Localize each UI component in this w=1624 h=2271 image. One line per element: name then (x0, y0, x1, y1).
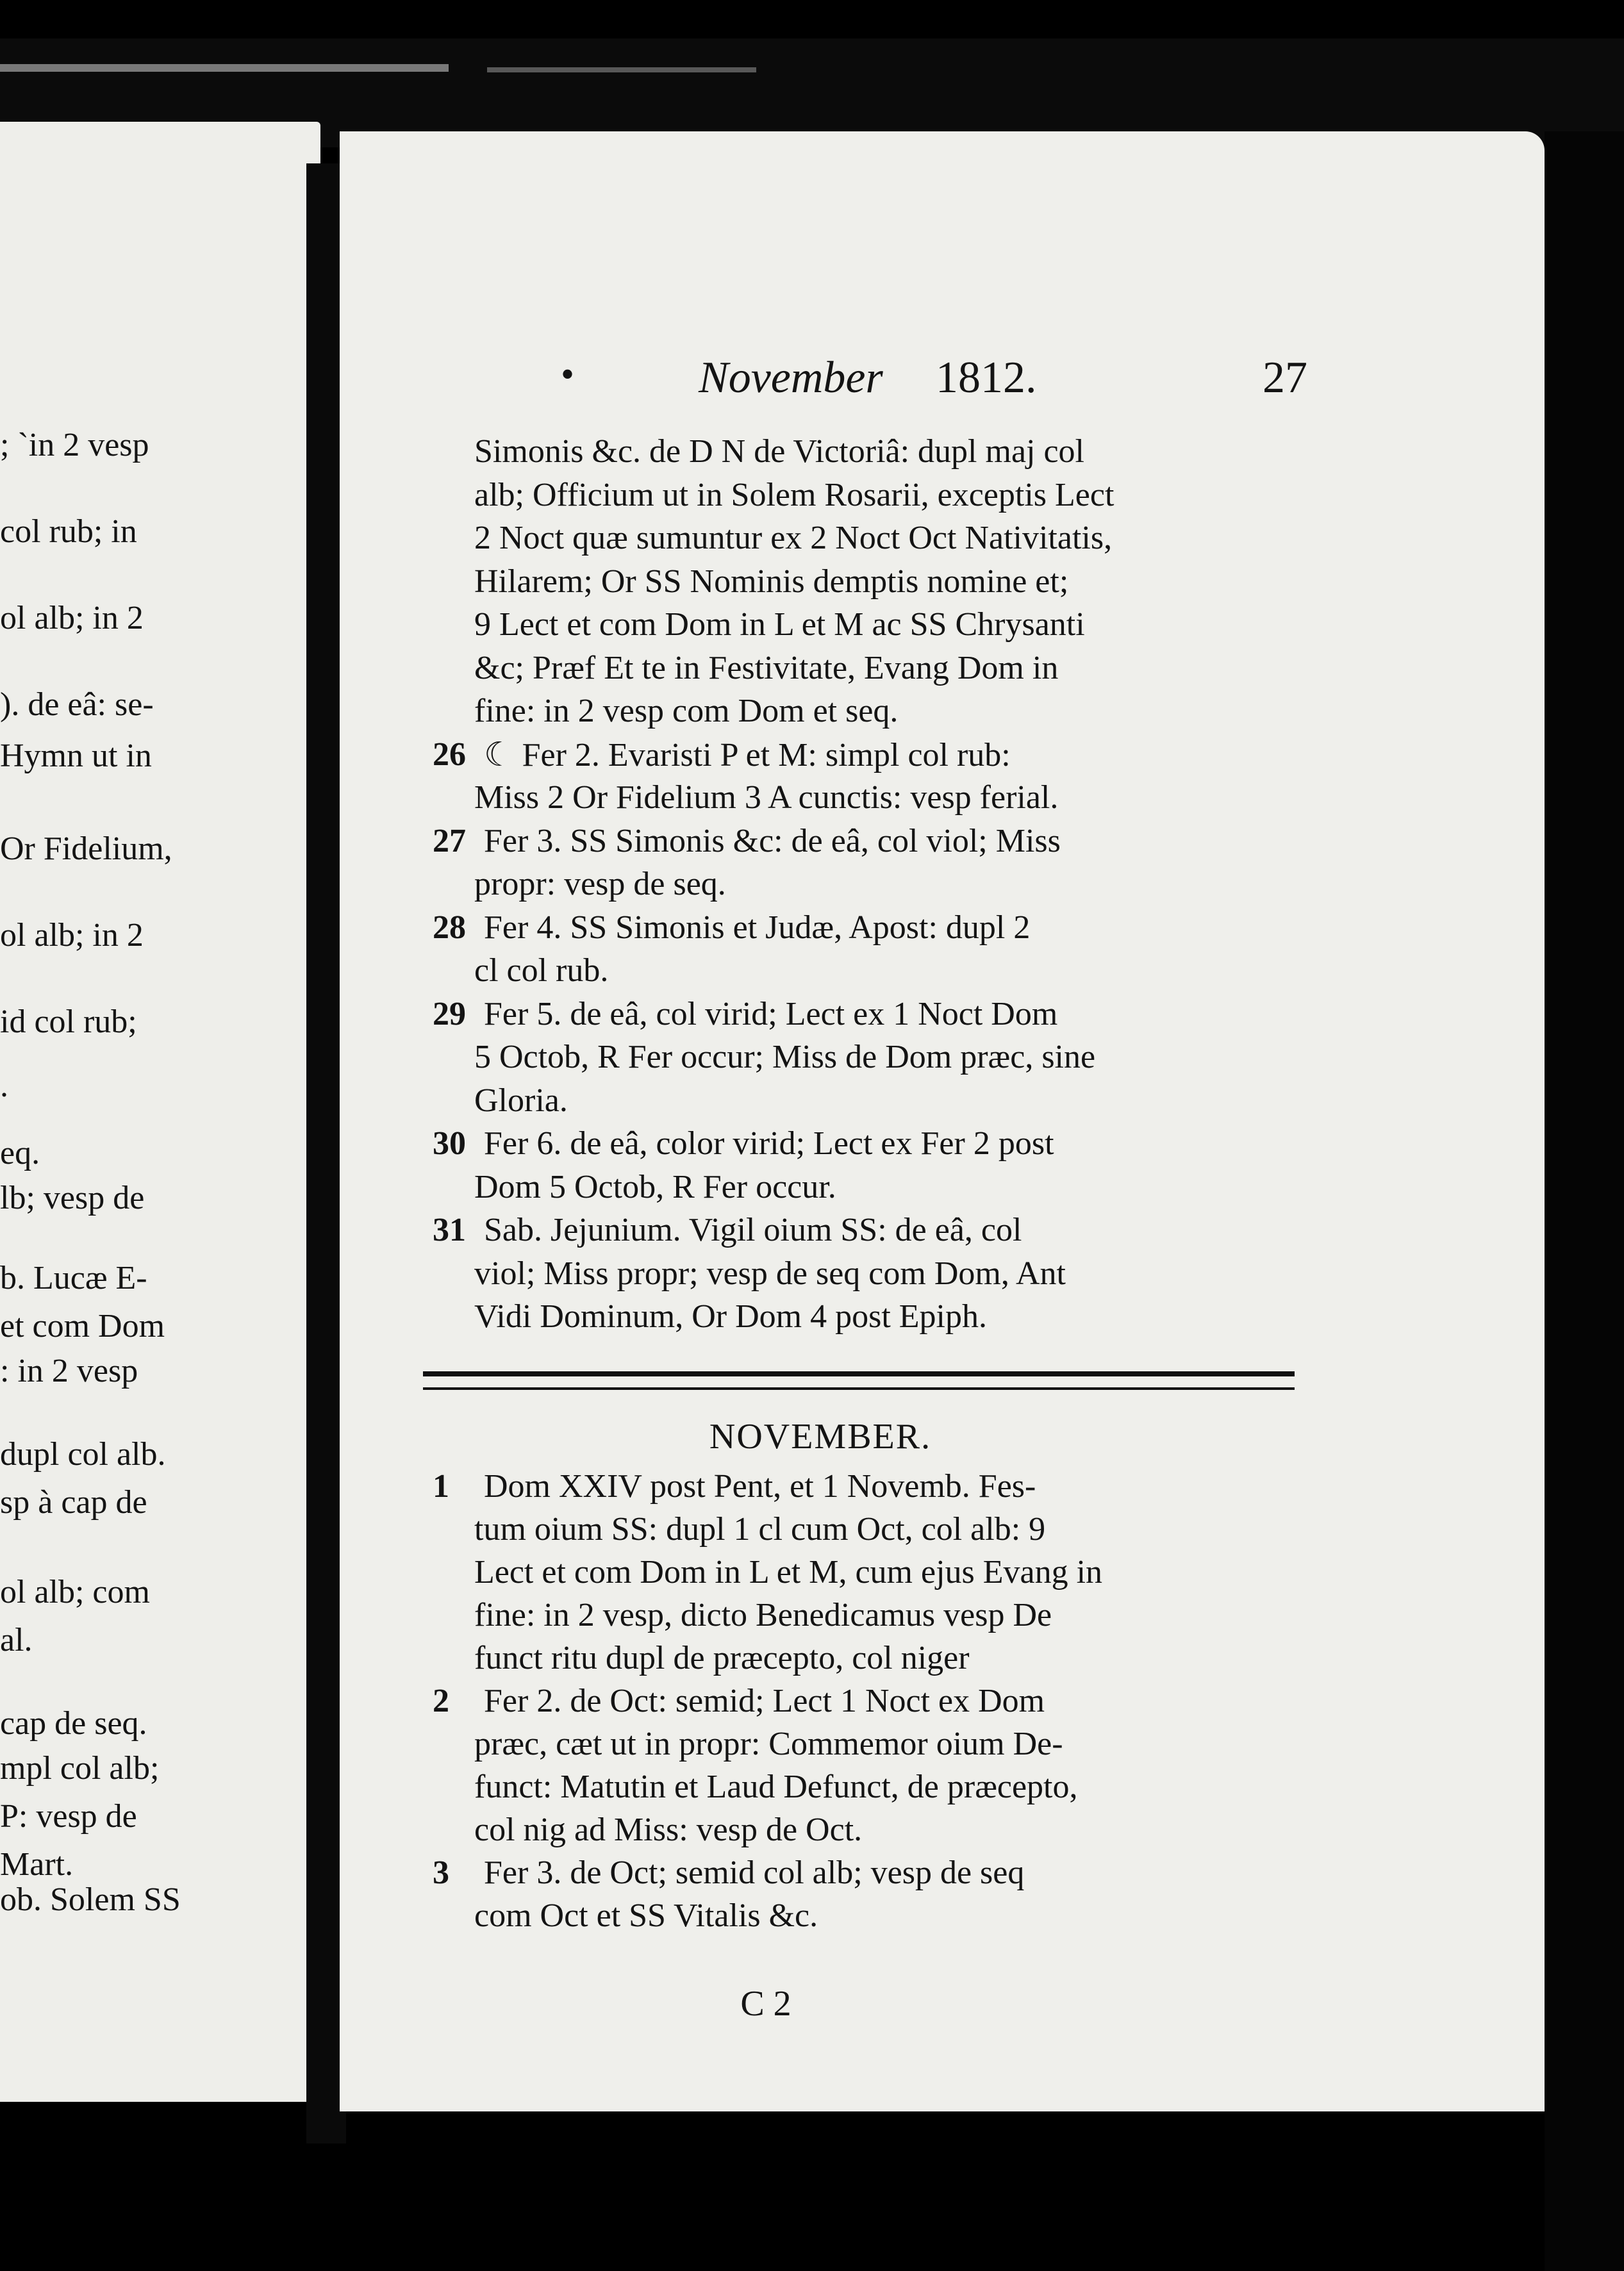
entry-text-line: fine: in 2 vesp com Dom et seq. (474, 693, 899, 729)
left-page-fragment: ol alb; in 2 (0, 600, 144, 636)
scan-edge (1545, 131, 1624, 2271)
entry-text-line: Vidi Dominum, Or Dom 4 post Epiph. (474, 1298, 987, 1335)
entry-day-number: 27 (433, 822, 466, 859)
entry-text-line: ☾ Fer 2. Evaristi P et M: simpl col rub: (484, 736, 1011, 773)
entry-text-line: Fer 4. SS Simonis et Judæ, Apost: dupl 2 (484, 909, 1031, 946)
left-page-fragment: . (0, 1068, 8, 1104)
entry-text-line: Lect et com Dom in L et M, cum ejus Evang in (474, 1554, 1103, 1590)
entry-text-line: Fer 3. de Oct; semid col alb; vesp de seq (484, 1854, 1025, 1891)
entry-text-line: propr: vesp de seq. (474, 866, 726, 902)
entry-text-line: cl col rub. (474, 952, 609, 989)
entry-text-line: Gloria. (474, 1082, 568, 1119)
left-page-fragment: ob. Solem SS (0, 1881, 181, 1918)
entry-text-line: Fer 3. SS Simonis &c: de eâ, col viol; Miss (484, 822, 1061, 859)
entry-text-line: Hilarem; Or SS Nominis demptis nomine et; (474, 563, 1069, 600)
left-page-fragment: P: vesp de (0, 1798, 137, 1835)
left-page-fragment: Mart. (0, 1846, 74, 1883)
section-rule-thin (423, 1387, 1295, 1390)
entry-text-line: Fer 6. de eâ, color virid; Lect ex Fer 2 post (484, 1125, 1054, 1162)
entry-text-line: alb; Officium ut in Solem Rosarii, exceptis Lect (474, 476, 1114, 513)
entry-text-line: com Oct et SS Vitalis &c. (474, 1897, 818, 1934)
running-header (340, 352, 1545, 404)
left-page-fragment: col rub; in (0, 513, 137, 550)
section-rule-thick (423, 1371, 1295, 1376)
left-page-fragment: b. Lucæ E- (0, 1260, 147, 1296)
left-page-fragment: cap de seq. (0, 1705, 147, 1742)
entry-text-line: Fer 5. de eâ, col virid; Lect ex 1 Noct Dom (484, 995, 1058, 1032)
entry-text-line: Dom XXIV post Pent, et 1 Novemb. Fes- (484, 1468, 1036, 1505)
page-number: 27 (1263, 353, 1307, 402)
left-page-fragment: Or Fidelium, (0, 830, 172, 867)
entry-day-number: 29 (433, 995, 466, 1032)
right-page (340, 131, 1545, 2111)
entry-text-line: Sab. Jejunium. Vigil oium SS: de eâ, col (484, 1212, 1022, 1248)
left-page-fragment: lb; vesp de (0, 1180, 145, 1216)
left-page (0, 122, 320, 2102)
entry-text-line: col nig ad Miss: vesp de Oct. (474, 1812, 863, 1848)
left-page-fragment: : in 2 vesp (0, 1353, 138, 1389)
left-page-fragment: sp à cap de (0, 1484, 147, 1521)
header-ornament: • (561, 353, 575, 395)
signature-mark: C 2 (740, 1984, 791, 2024)
entry-text-line: Miss 2 Or Fidelium 3 A cunctis: vesp ferial. (474, 779, 1059, 816)
header-year: 1812. (936, 353, 1037, 402)
entry-day-number: 30 (433, 1125, 466, 1162)
left-page-fragment: et com Dom (0, 1308, 165, 1344)
entry-text-line: præc, cæt ut in propr: Commemor oium De- (474, 1726, 1063, 1762)
entry-text-line: 9 Lect et com Dom in L et M ac SS Chrysanti (474, 606, 1085, 643)
left-page-fragment: mpl col alb; (0, 1750, 160, 1787)
entry-text-line: tum oium SS: dupl 1 cl cum Oct, col alb: 9 (474, 1511, 1046, 1548)
entry-text-line: fine: in 2 vesp, dicto Benedicamus vesp De (474, 1597, 1052, 1633)
left-page-fragment: ol alb; in 2 (0, 917, 144, 954)
entry-day-number: 3 (433, 1854, 449, 1891)
left-page-fragment: eq. (0, 1135, 40, 1171)
section-title: NOVEMBER. (709, 1417, 932, 1457)
left-page-fragment: ; `in 2 vesp (0, 427, 149, 463)
entry-text-line: Fer 2. de Oct: semid; Lect 1 Noct ex Dom (484, 1683, 1045, 1719)
left-page-fragment: Hymn ut in (0, 738, 152, 774)
left-page-fragment: ol alb; com (0, 1574, 150, 1610)
entry-text-line: viol; Miss propr; vesp de seq com Dom, Ant (474, 1255, 1066, 1292)
entry-text-line: 5 Octob, R Fer occur; Miss de Dom præc, sine (474, 1039, 1096, 1075)
entry-text-line: Simonis &c. de D N de Victoriâ: dupl maj col (474, 433, 1084, 470)
entry-day-number: 28 (433, 909, 466, 946)
entry-text-line: &c; Præf Et te in Festivitate, Evang Dom in (474, 649, 1059, 686)
header-month: November (699, 353, 883, 402)
left-page-fragment: id col rub; (0, 1003, 137, 1040)
entry-text-line: funct: Matutin et Laud Defunct, de præcepto, (474, 1769, 1078, 1805)
entry-day-number: 31 (433, 1212, 466, 1248)
left-page-fragment: al. (0, 1622, 33, 1658)
left-page-fragment: ). de eâ: se- (0, 686, 154, 723)
entry-day-number: 2 (433, 1683, 449, 1719)
left-page-fragment: dupl col alb. (0, 1436, 166, 1473)
entry-text-line: Dom 5 Octob, R Fer occur. (474, 1168, 836, 1205)
entry-text-line: 2 Noct quæ sumuntur ex 2 Noct Oct Nativitatis, (474, 520, 1113, 556)
entry-day-number: 26 (433, 736, 466, 773)
entry-text-line: funct ritu dupl de præcepto, col niger (474, 1640, 970, 1676)
entry-day-number: 1 (433, 1468, 449, 1505)
